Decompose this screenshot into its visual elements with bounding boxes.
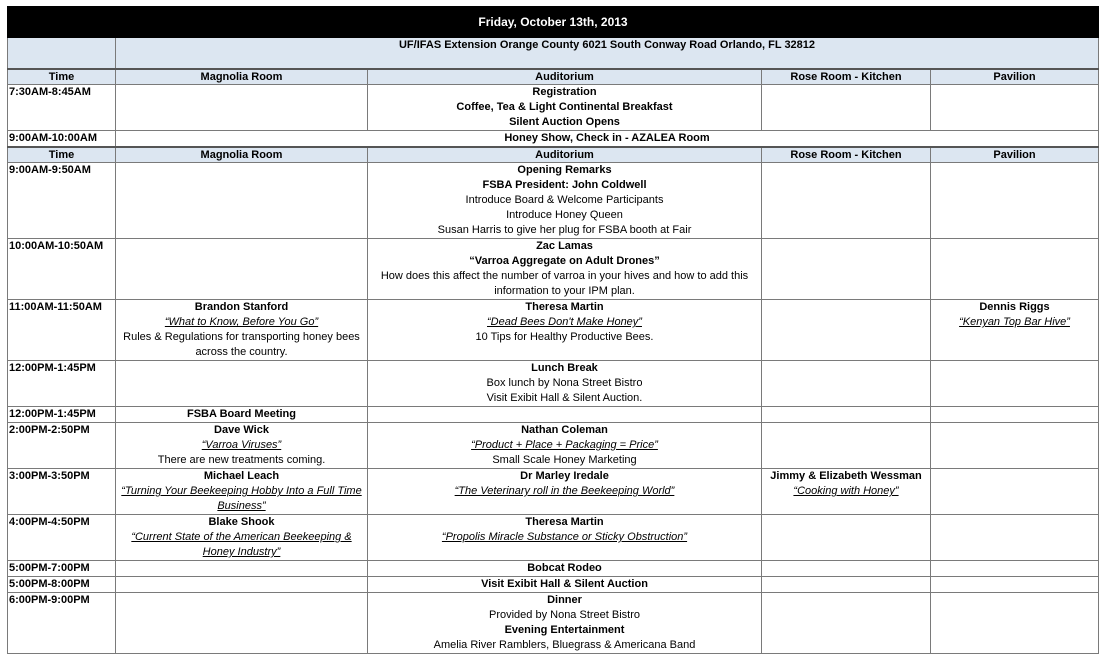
- magnolia-cell: [116, 163, 368, 239]
- time-cell: 2:00PM-2:50PM: [8, 423, 116, 469]
- session-detail: Susan Harris to give her plug for FSBA booth at Fair: [437, 224, 692, 236]
- session-detail: Visit Exibit Hall & Silent Auction.: [486, 392, 643, 404]
- schedule-row: [8, 131, 1099, 148]
- pavilion-cell: [931, 593, 1099, 654]
- auditorium-cell: [368, 515, 762, 561]
- talk-title: “Varroa Aggregate on Adult Drones”: [469, 255, 660, 267]
- auditorium-cell: Bobcat Rodeo: [368, 561, 762, 577]
- schedule-row: [8, 577, 1099, 593]
- col-auditorium-header: Auditorium: [368, 147, 762, 163]
- title-row: [8, 7, 1099, 38]
- time-cell: 6:00PM-9:00PM: [8, 593, 116, 654]
- pavilion-cell: [931, 577, 1099, 593]
- schedule-row: [8, 515, 1099, 561]
- speaker-name: Nathan Coleman: [521, 424, 608, 436]
- column-header-row: [8, 69, 1099, 85]
- schedule-row: [8, 239, 1099, 300]
- time-cell: 12:00PM-1:45PM: [8, 361, 116, 407]
- auditorium-cell: [368, 85, 762, 131]
- session-detail: Provided by Nona Street Bistro: [488, 609, 641, 621]
- schedule-row: [8, 469, 1099, 515]
- schedule-row: [8, 85, 1099, 131]
- rose-cell: [762, 561, 931, 577]
- venue-address: UF/IFAS Extension Orange County 6021 South Conway Road Orlando, FL 32812: [116, 38, 1099, 70]
- magnolia-cell: FSBA Board Meeting: [116, 407, 368, 423]
- session-title: Opening Remarks: [517, 164, 612, 176]
- schedule-table: [7, 6, 1099, 654]
- rose-cell: [762, 300, 931, 361]
- talk-title: “Cooking with Honey”: [793, 485, 899, 497]
- talk-title: “Varroa Viruses”: [201, 439, 282, 451]
- session-title: Evening Entertainment: [504, 624, 625, 636]
- pavilion-cell: [931, 407, 1099, 423]
- magnolia-cell: [116, 515, 368, 561]
- talk-title: “Dead Bees Don't Make Honey”: [487, 316, 642, 328]
- col-magnolia-header: Magnolia Room: [116, 147, 368, 163]
- col-time-header: Time: [8, 69, 116, 85]
- talk-title: “The Veterinary roll in the Beekeeping World”: [454, 485, 675, 497]
- session-detail: Introduce Board & Welcome Participants: [465, 194, 664, 206]
- speaker-name: Theresa Martin: [525, 301, 604, 313]
- speaker-name: Blake Shook: [208, 516, 275, 528]
- talk-title: “Product + Place + Packaging = Price”: [471, 439, 658, 451]
- pavilion-cell: [931, 239, 1099, 300]
- magnolia-cell: [116, 469, 368, 515]
- venue-blank-cell: [8, 38, 116, 70]
- rose-cell: [762, 239, 931, 300]
- pavilion-cell: [931, 361, 1099, 407]
- time-cell: 7:30AM-8:45AM: [8, 85, 116, 131]
- speaker-name: FSBA President: John Coldwell: [482, 179, 647, 191]
- column-header-row: [8, 147, 1099, 163]
- speaker-name: Michael Leach: [203, 470, 280, 482]
- session-detail: Small Scale Honey Marketing: [492, 454, 637, 466]
- session-title: Coffee, Tea & Light Continental Breakfast: [456, 101, 673, 113]
- magnolia-cell: [116, 561, 368, 577]
- speaker-name: Brandon Stanford: [194, 301, 289, 313]
- speaker-name: Dennis Riggs: [979, 301, 1050, 313]
- session-title: Dinner: [547, 594, 582, 606]
- auditorium-cell: [368, 469, 762, 515]
- session-detail: Amelia River Ramblers, Bluegrass & Americana Band: [433, 639, 696, 651]
- auditorium-cell: [368, 593, 762, 654]
- magnolia-cell: [116, 239, 368, 300]
- rose-cell: [762, 361, 931, 407]
- auditorium-cell: [368, 423, 762, 469]
- magnolia-cell: [116, 300, 368, 361]
- schedule-row: [8, 407, 1099, 423]
- talk-title: “Propolis Miracle Substance or Sticky Obstruction”: [441, 531, 688, 543]
- time-cell: 5:00PM-8:00PM: [8, 577, 116, 593]
- rose-cell: [762, 469, 931, 515]
- schedule-title: Friday, October 13th, 2013: [8, 7, 1099, 38]
- magnolia-cell: [116, 361, 368, 407]
- session-detail: Rules & Regulations for transporting honey bees across the country.: [123, 331, 360, 358]
- venue-row: [8, 38, 1099, 70]
- time-cell: 5:00PM-7:00PM: [8, 561, 116, 577]
- col-magnolia-header: Magnolia Room: [116, 69, 368, 85]
- session-detail: How does this affect the number of varroa in your hives and how to add this information to your IPM plan.: [380, 270, 749, 297]
- pavilion-cell: [931, 423, 1099, 469]
- time-cell: 4:00PM-4:50PM: [8, 515, 116, 561]
- schedule-row: [8, 593, 1099, 654]
- pavilion-cell: [931, 515, 1099, 561]
- rose-cell: [762, 423, 931, 469]
- auditorium-cell: [368, 300, 762, 361]
- rose-cell: [762, 85, 931, 131]
- magnolia-cell: [116, 577, 368, 593]
- time-cell: 12:00PM-1:45PM: [8, 407, 116, 423]
- talk-title: “Current State of the American Beekeeping & Honey Industry”: [131, 531, 352, 558]
- schedule-row: [8, 361, 1099, 407]
- time-cell: 9:00AM-9:50AM: [8, 163, 116, 239]
- speaker-name: Jimmy & Elizabeth Wessman: [770, 470, 922, 482]
- pavilion-cell: [931, 85, 1099, 131]
- talk-title: “Turning Your Beekeeping Hobby Into a Full Time Business”: [121, 485, 362, 512]
- rose-cell: [762, 577, 931, 593]
- auditorium-cell: [368, 163, 762, 239]
- time-cell: 9:00AM-10:00AM: [8, 131, 116, 148]
- time-cell: 10:00AM-10:50AM: [8, 239, 116, 300]
- pavilion-cell: [931, 300, 1099, 361]
- session-title: Silent Auction Opens: [509, 116, 620, 128]
- auditorium-cell: [368, 407, 762, 423]
- col-rose-header: Rose Room - Kitchen: [762, 69, 931, 85]
- rose-cell: [762, 407, 931, 423]
- auditorium-cell: [368, 361, 762, 407]
- session-detail: Introduce Honey Queen: [506, 209, 623, 221]
- session-title: Lunch Break: [531, 362, 598, 374]
- col-pavilion-header: Pavilion: [931, 69, 1099, 85]
- session-detail: 10 Tips for Healthy Productive Bees.: [475, 331, 654, 343]
- speaker-name: Zac Lamas: [536, 240, 593, 252]
- talk-title: “What to Know, Before You Go”: [164, 316, 319, 328]
- session-detail: There are new treatments coming.: [157, 454, 326, 466]
- rose-cell: [762, 593, 931, 654]
- time-cell: 3:00PM-3:50PM: [8, 469, 116, 515]
- speaker-name: Dave Wick: [214, 424, 269, 436]
- rose-cell: [762, 515, 931, 561]
- col-pavilion-header: Pavilion: [931, 147, 1099, 163]
- auditorium-cell: [368, 239, 762, 300]
- honey-show-cell: Honey Show, Check in - AZALEA Room: [116, 131, 1099, 148]
- session-detail: Box lunch by Nona Street Bistro: [486, 377, 643, 389]
- speaker-name: Dr Marley Iredale: [520, 470, 609, 482]
- pavilion-cell: [931, 163, 1099, 239]
- col-rose-header: Rose Room - Kitchen: [762, 147, 931, 163]
- auditorium-cell: Visit Exibit Hall & Silent Auction: [368, 577, 762, 593]
- magnolia-cell: [116, 85, 368, 131]
- col-time-header: Time: [8, 147, 116, 163]
- magnolia-cell: [116, 593, 368, 654]
- schedule-row: [8, 163, 1099, 239]
- schedule-row: [8, 300, 1099, 361]
- time-cell: 11:00AM-11:50AM: [8, 300, 116, 361]
- speaker-name: Theresa Martin: [525, 516, 604, 528]
- schedule-row: [8, 423, 1099, 469]
- rose-cell: [762, 163, 931, 239]
- pavilion-cell: [931, 561, 1099, 577]
- session-title: Registration: [532, 86, 597, 98]
- talk-title: “Kenyan Top Bar Hive”: [959, 316, 1070, 328]
- col-auditorium-header: Auditorium: [368, 69, 762, 85]
- schedule-row: [8, 561, 1099, 577]
- pavilion-cell: [931, 469, 1099, 515]
- magnolia-cell: [116, 423, 368, 469]
